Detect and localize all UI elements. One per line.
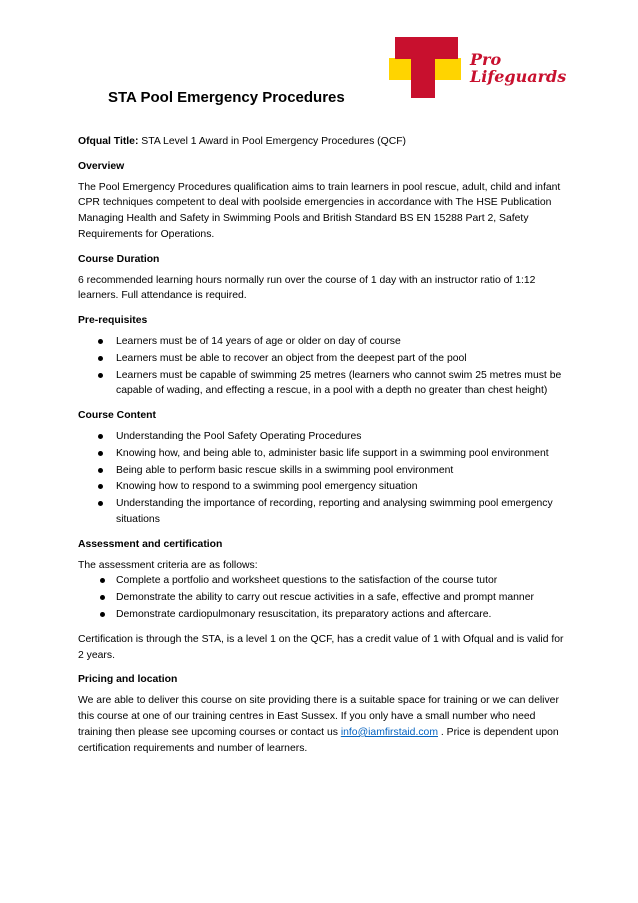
ofqual-label: Ofqual Title: xyxy=(78,136,139,147)
certification-text: Certification is through the STA, is a level 1 on the QCF, has a credit value of 1 with Ofqual and is valid for 2 years. xyxy=(78,633,564,661)
logo-text-pro: Pro xyxy=(470,50,502,69)
logo-text-lifeguards: Lifeguards xyxy=(470,67,567,86)
assessment-list xyxy=(78,573,568,622)
document-body xyxy=(78,134,568,756)
assessment-heading: Assessment and certification xyxy=(78,538,223,550)
ofqual-value: STA Level 1 Award in Pool Emergency Procedures (QCF) xyxy=(138,136,406,147)
pricing-text-before: We are able to deliver this course on site providing there is a suitable space for training or we can deliver this course at one of our training centres in East Sussex. If you only have a small number who need training then please see upcoming courses or contact us xyxy=(78,695,559,738)
list-item: Understanding the Pool Safety Operating Procedures xyxy=(78,429,568,445)
list-item: Demonstrate the ability to carry out rescue activities in a safe, effective and prompt manner xyxy=(78,590,568,606)
overview-text: The Pool Emergency Procedures qualification aims to train learners in pool rescue, adult, child and infant CPR techniques competent to deal with poolside emergencies in accordance with The HSE Publication Managing Health and Safety in Swimming Pools and British Standard BS EN 15288 Part 2, Safety Requirements for Operations. xyxy=(78,181,561,240)
content-heading: Course Content xyxy=(78,410,156,422)
pricing-text xyxy=(78,693,568,756)
list-item: Complete a portfolio and worksheet questions to the satisfaction of the course tutor xyxy=(78,573,568,589)
assessment-intro: The assessment criteria are as follows: xyxy=(78,559,258,571)
page-title: STA Pool Emergency Procedures xyxy=(108,89,345,106)
ofqual-title xyxy=(78,134,568,150)
prereq-heading: Pre-requisites xyxy=(78,315,148,327)
pricing-heading: Pricing and location xyxy=(78,674,178,686)
overview-heading: Overview xyxy=(78,160,125,172)
duration-heading: Course Duration xyxy=(78,253,160,265)
list-item: Being able to perform basic rescue skills in a swimming pool environment xyxy=(78,463,568,479)
list-item: Learners must be capable of swimming 25 metres (learners who cannot swim 25 metres must be capable of wading, and effecting a rescue, in a pool with a depth no greater than chest height) xyxy=(78,368,568,400)
content-list xyxy=(78,429,568,528)
pricing-text-after: . Price is dependent upon certification requirements and number of learners. xyxy=(78,726,559,754)
list-item: Learners must be of 14 years of age or older on day of course xyxy=(78,334,568,350)
list-item: Understanding the importance of recording, reporting and analysing swimming pool emergency situations xyxy=(78,496,568,528)
email-link[interactable]: info@iamfirstaid.com xyxy=(340,726,438,738)
list-item: Knowing how, and being able to, administer basic life support in a swimming pool environment xyxy=(78,446,568,462)
prereq-list xyxy=(78,334,568,399)
list-item: Knowing how to respond to a swimming pool emergency situation xyxy=(78,479,568,495)
list-item: Demonstrate cardiopulmonary resuscitation, its preparatory actions and aftercare. xyxy=(78,607,568,623)
duration-text: 6 recommended learning hours normally run over the course of 1 day with an instructor ratio of 1:12 learners. Full attendance is required. xyxy=(78,274,536,302)
list-item: Learners must be able to recover an object from the deepest part of the pool xyxy=(78,351,568,367)
